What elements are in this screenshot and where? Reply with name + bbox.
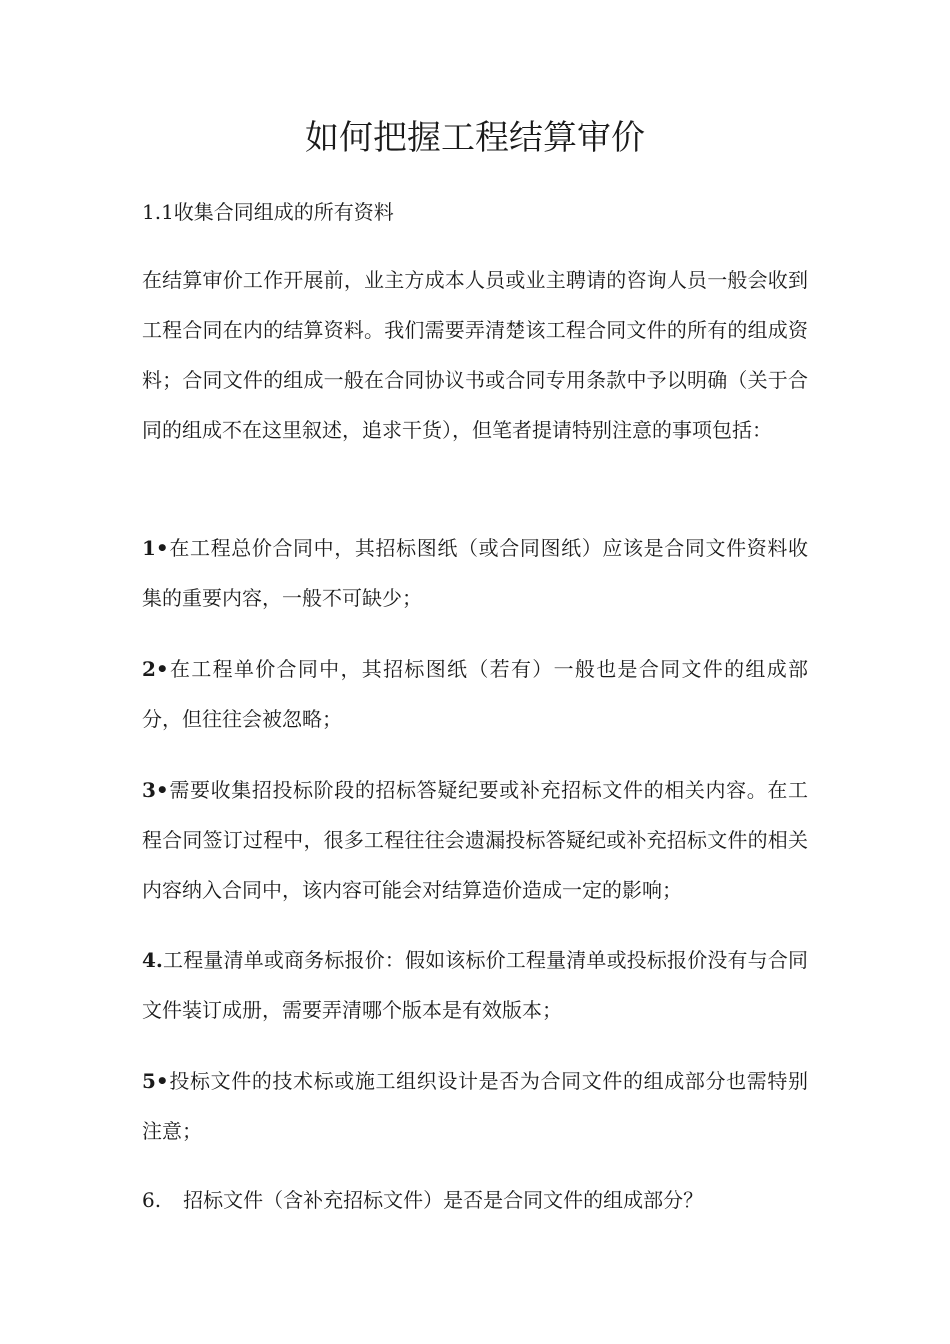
- list-item-number: 3•: [142, 778, 169, 802]
- list-item-2: [142, 644, 808, 744]
- list-item-text: 在工程单价合同中，其招标图纸（若有）一般也是合同文件的组成部分，但往往会被忽略；: [142, 657, 808, 731]
- list-item-4: [142, 935, 808, 1035]
- list-item-number: 5•: [142, 1069, 169, 1093]
- list-item-number: 2•: [142, 657, 169, 681]
- list-item-text: 需要收集招投标阶段的招标答疑纪要或补充招标文件的相关内容。在工程合同签订过程中，很多工程往往会遗漏投标答疑纪或补充招标文件的相关内容纳入合同中，该内容可能会对结算造价造成一定的影响；: [142, 778, 808, 902]
- list-item-text: 投标文件的技术标或施工组织设计是否为合同文件的组成部分也需特别注意；: [142, 1069, 808, 1143]
- list-item-3: [142, 765, 808, 915]
- list-item-number: 6.: [142, 1188, 162, 1212]
- intro-paragraph: 在结算审价工作开展前，业主方成本人员或业主聘请的咨询人员一般会收到工程合同在内的结算资料。我们需要弄清楚该工程合同文件的所有的组成资料；合同文件的组成一般在合同协议书或合同专用条款中予以明确（关于合同的组成不在这里叙述，追求干货），但笔者提请特别注意的事项包括：: [142, 268, 808, 442]
- list-item-number: 1•: [142, 536, 169, 560]
- list-item-number: 4.: [142, 948, 163, 972]
- list-item-5: [142, 1056, 808, 1156]
- list-item-text: 招标文件（含补充招标文件）是否是合同文件的组成部分？: [183, 1188, 704, 1212]
- list-item-1: [142, 523, 808, 623]
- section-heading: 1.1收集合同组成的所有资料: [142, 200, 394, 224]
- list-item-text: 在工程总价合同中，其招标图纸（或合同图纸）应该是合同文件资料收集的重要内容，一般不可缺少；: [142, 536, 808, 610]
- list-item-text: 工程量清单或商务标报价：假如该标价工程量清单或投标报价没有与合同文件装订成册，需要弄清哪个版本是有效版本；: [142, 948, 808, 1022]
- document-title: 如何把握工程结算审价: [305, 118, 645, 158]
- list-item-6: [142, 1175, 808, 1225]
